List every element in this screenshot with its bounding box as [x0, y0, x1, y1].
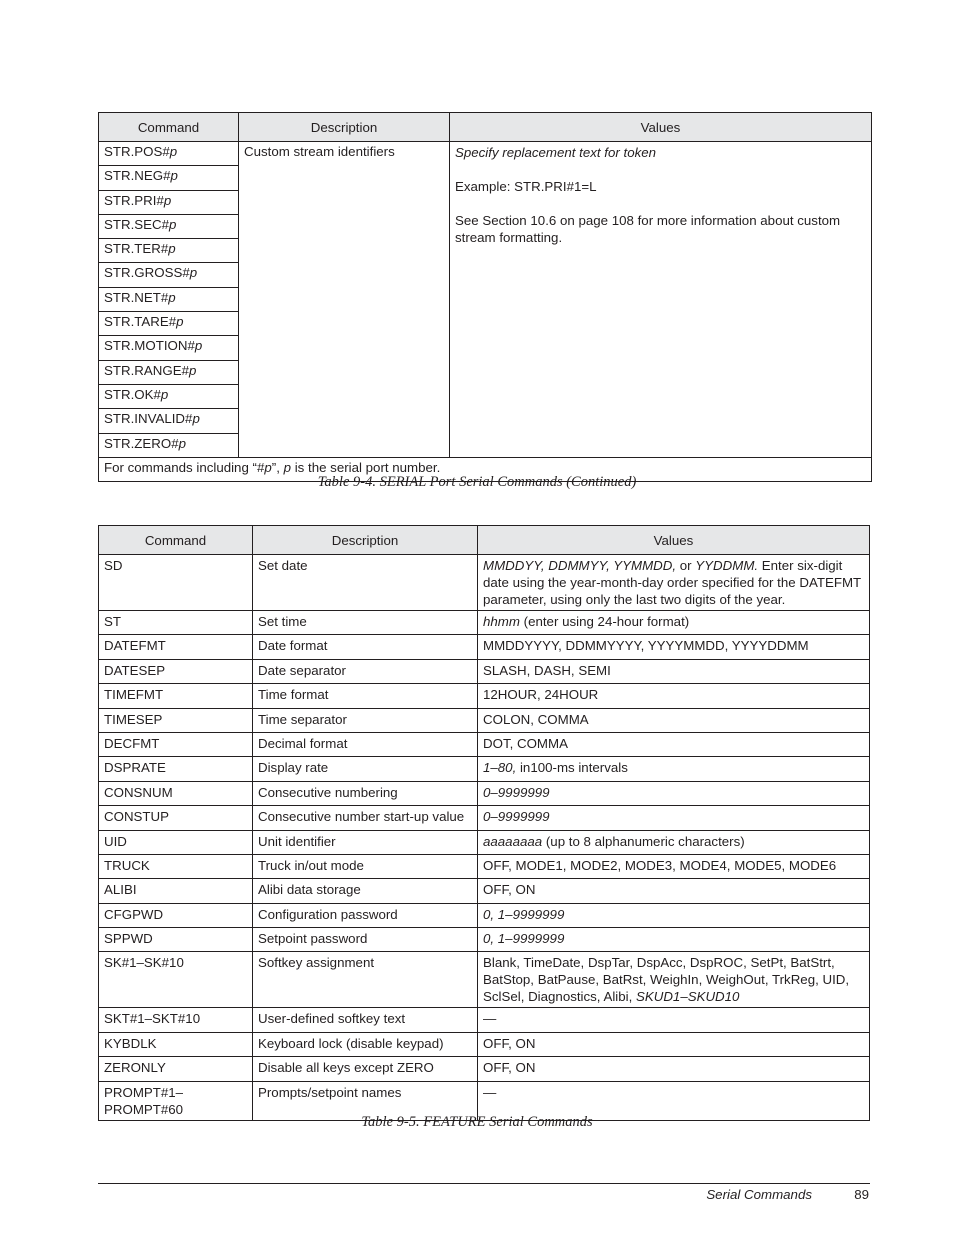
table-row	[99, 928, 870, 952]
command-cell: ALIBI	[99, 879, 253, 903]
command-cell: TIMEFMT	[99, 684, 253, 708]
description-cell: Prompts/setpoint names	[253, 1081, 478, 1120]
description-cell: Truck in/out mode	[253, 854, 478, 878]
description-cell: Alibi data storage	[253, 879, 478, 903]
footer-section-title: Serial Commands	[706, 1187, 812, 1202]
description-cell: Softkey assignment	[253, 952, 478, 1008]
table-row	[99, 879, 870, 903]
description-cell: User-defined softkey text	[253, 1008, 478, 1032]
values-cell: SLASH, DASH, SEMI	[478, 659, 870, 683]
page-number: 89	[854, 1187, 869, 1202]
values-cell: aaaaaaaa (up to 8 alphanumeric characters)	[478, 830, 870, 854]
command-cell: STR.RANGE#p	[99, 360, 239, 384]
description-cell: Configuration password	[253, 903, 478, 927]
values-cell: 0, 1–9999999	[478, 928, 870, 952]
table-row	[99, 806, 870, 830]
values-cell: 0–9999999	[478, 781, 870, 805]
table-row	[99, 1032, 870, 1056]
command-cell: STR.OK#p	[99, 384, 239, 408]
values-cell: OFF, ON	[478, 879, 870, 903]
command-cell: CFGPWD	[99, 903, 253, 927]
values-cell: —	[478, 1081, 870, 1120]
values-cell: COLON, COMMA	[478, 708, 870, 732]
column-header-description: Description	[253, 526, 478, 555]
serial-port-commands-table	[98, 112, 872, 482]
values-example: Example: STR.PRI#1=L	[455, 179, 597, 194]
table-row	[99, 555, 870, 611]
command-cell: PROMPT#1– PROMPT#60	[99, 1081, 253, 1120]
values-cell: 0–9999999	[478, 806, 870, 830]
command-cell: STR.GROSS#p	[99, 263, 239, 287]
table-row	[99, 732, 870, 756]
table-row	[99, 854, 870, 878]
column-header-command: Command	[99, 526, 253, 555]
table-row	[99, 708, 870, 732]
command-cell: SPPWD	[99, 928, 253, 952]
values-cell: DOT, COMMA	[478, 732, 870, 756]
description-cell: Consecutive number start-up value	[253, 806, 478, 830]
table-row	[99, 1057, 870, 1081]
command-cell: DATEFMT	[99, 635, 253, 659]
table-row	[99, 830, 870, 854]
values-cell: OFF, ON	[478, 1057, 870, 1081]
values-reference: See Section 10.6 on page 108 for more information about custom stream formatting.	[455, 213, 841, 245]
command-cell: TRUCK	[99, 854, 253, 878]
command-cell: DSPRATE	[99, 757, 253, 781]
command-cell: SKT#1–SKT#10	[99, 1008, 253, 1032]
values-cell: hhmm (enter using 24-hour format)	[478, 611, 870, 635]
table-caption: Table 9-4. SERIAL Port Serial Commands (Continued)	[317, 474, 637, 490]
command-cell: STR.INVALID#p	[99, 409, 239, 433]
values-cell: —	[478, 1008, 870, 1032]
description-cell: Time format	[253, 684, 478, 708]
description-cell: Set date	[253, 555, 478, 611]
values-cell	[450, 142, 872, 458]
command-cell: CONSTUP	[99, 806, 253, 830]
description-cell: Disable all keys except ZERO	[253, 1057, 478, 1081]
command-cell: DECFMT	[99, 732, 253, 756]
table-row	[99, 903, 870, 927]
column-header-values: Values	[478, 526, 870, 555]
command-cell: TIMESEP	[99, 708, 253, 732]
command-cell: STR.TARE#p	[99, 312, 239, 336]
command-cell: UID	[99, 830, 253, 854]
values-instruction: Specify replacement text for token	[455, 145, 657, 160]
values-cell: OFF, MODE1, MODE2, MODE3, MODE4, MODE5, MODE6	[478, 854, 870, 878]
command-cell: SD	[99, 555, 253, 611]
description-cell: Setpoint password	[253, 928, 478, 952]
description-cell: Set time	[253, 611, 478, 635]
table-row	[99, 781, 870, 805]
column-header-values: Values	[450, 113, 872, 142]
table-caption: Table 9-5. FEATURE Serial Commands	[361, 1114, 593, 1130]
table-header-row	[99, 526, 870, 555]
footer-rule	[98, 1183, 870, 1184]
description-cell: Consecutive numbering	[253, 781, 478, 805]
command-cell: KYBDLK	[99, 1032, 253, 1056]
command-cell: STR.PRI#p	[99, 190, 239, 214]
command-cell: ZERONLY	[99, 1057, 253, 1081]
command-cell: STR.POS#p	[99, 142, 239, 166]
description-cell: Keyboard lock (disable keypad)	[253, 1032, 478, 1056]
table-row	[99, 1008, 870, 1032]
description-cell: Display rate	[253, 757, 478, 781]
description-cell: Time separator	[253, 708, 478, 732]
table-header-row	[99, 113, 872, 142]
table-row	[99, 684, 870, 708]
command-cell: STR.ZERO#p	[99, 433, 239, 457]
description-cell: Decimal format	[253, 732, 478, 756]
command-cell: DATESEP	[99, 659, 253, 683]
description-cell: Unit identifier	[253, 830, 478, 854]
column-header-description: Description	[239, 113, 450, 142]
values-cell: MMDDYY, DDMMYY, YYMMDD, or YYDDMM. Enter six-digit date using the year-month-day order specified for the DATEFMT parameter, using only the last two digits of the year.	[478, 555, 870, 611]
values-cell: MMDDYYYY, DDMMYYYY, YYYYMMDD, YYYYDDMM	[478, 635, 870, 659]
command-cell: CONSNUM	[99, 781, 253, 805]
table-row	[99, 611, 870, 635]
table-row	[99, 635, 870, 659]
feature-commands-table	[98, 525, 870, 1121]
command-cell: STR.NET#p	[99, 287, 239, 311]
command-cell: STR.MOTION#p	[99, 336, 239, 360]
command-cell: STR.TER#p	[99, 239, 239, 263]
command-cell: STR.SEC#p	[99, 214, 239, 238]
values-cell: Blank, TimeDate, DspTar, DspAcc, DspROC, SetPt, BatStrt, BatStop, BatPause, BatRst, WeighIn, WeighOut, TrkReg, UID, SclSel, Diagnostics, Alibi, SKUD1–SKUD10	[478, 952, 870, 1008]
description-cell: Custom stream identifiers	[239, 142, 450, 458]
table-row	[99, 952, 870, 1008]
description-cell: Date separator	[253, 659, 478, 683]
column-header-command: Command	[99, 113, 239, 142]
table-row	[99, 757, 870, 781]
table-row	[99, 659, 870, 683]
description-cell: Date format	[253, 635, 478, 659]
command-cell: SK#1–SK#10	[99, 952, 253, 1008]
table-row	[99, 142, 872, 166]
command-cell: STR.NEG#p	[99, 166, 239, 190]
values-cell: 1–80, in100-ms intervals	[478, 757, 870, 781]
table-footnote: For commands including “#p”, p is the serial port number.	[99, 457, 872, 481]
values-cell: 0, 1–9999999	[478, 903, 870, 927]
command-cell: ST	[99, 611, 253, 635]
values-cell: OFF, ON	[478, 1032, 870, 1056]
values-cell: 12HOUR, 24HOUR	[478, 684, 870, 708]
